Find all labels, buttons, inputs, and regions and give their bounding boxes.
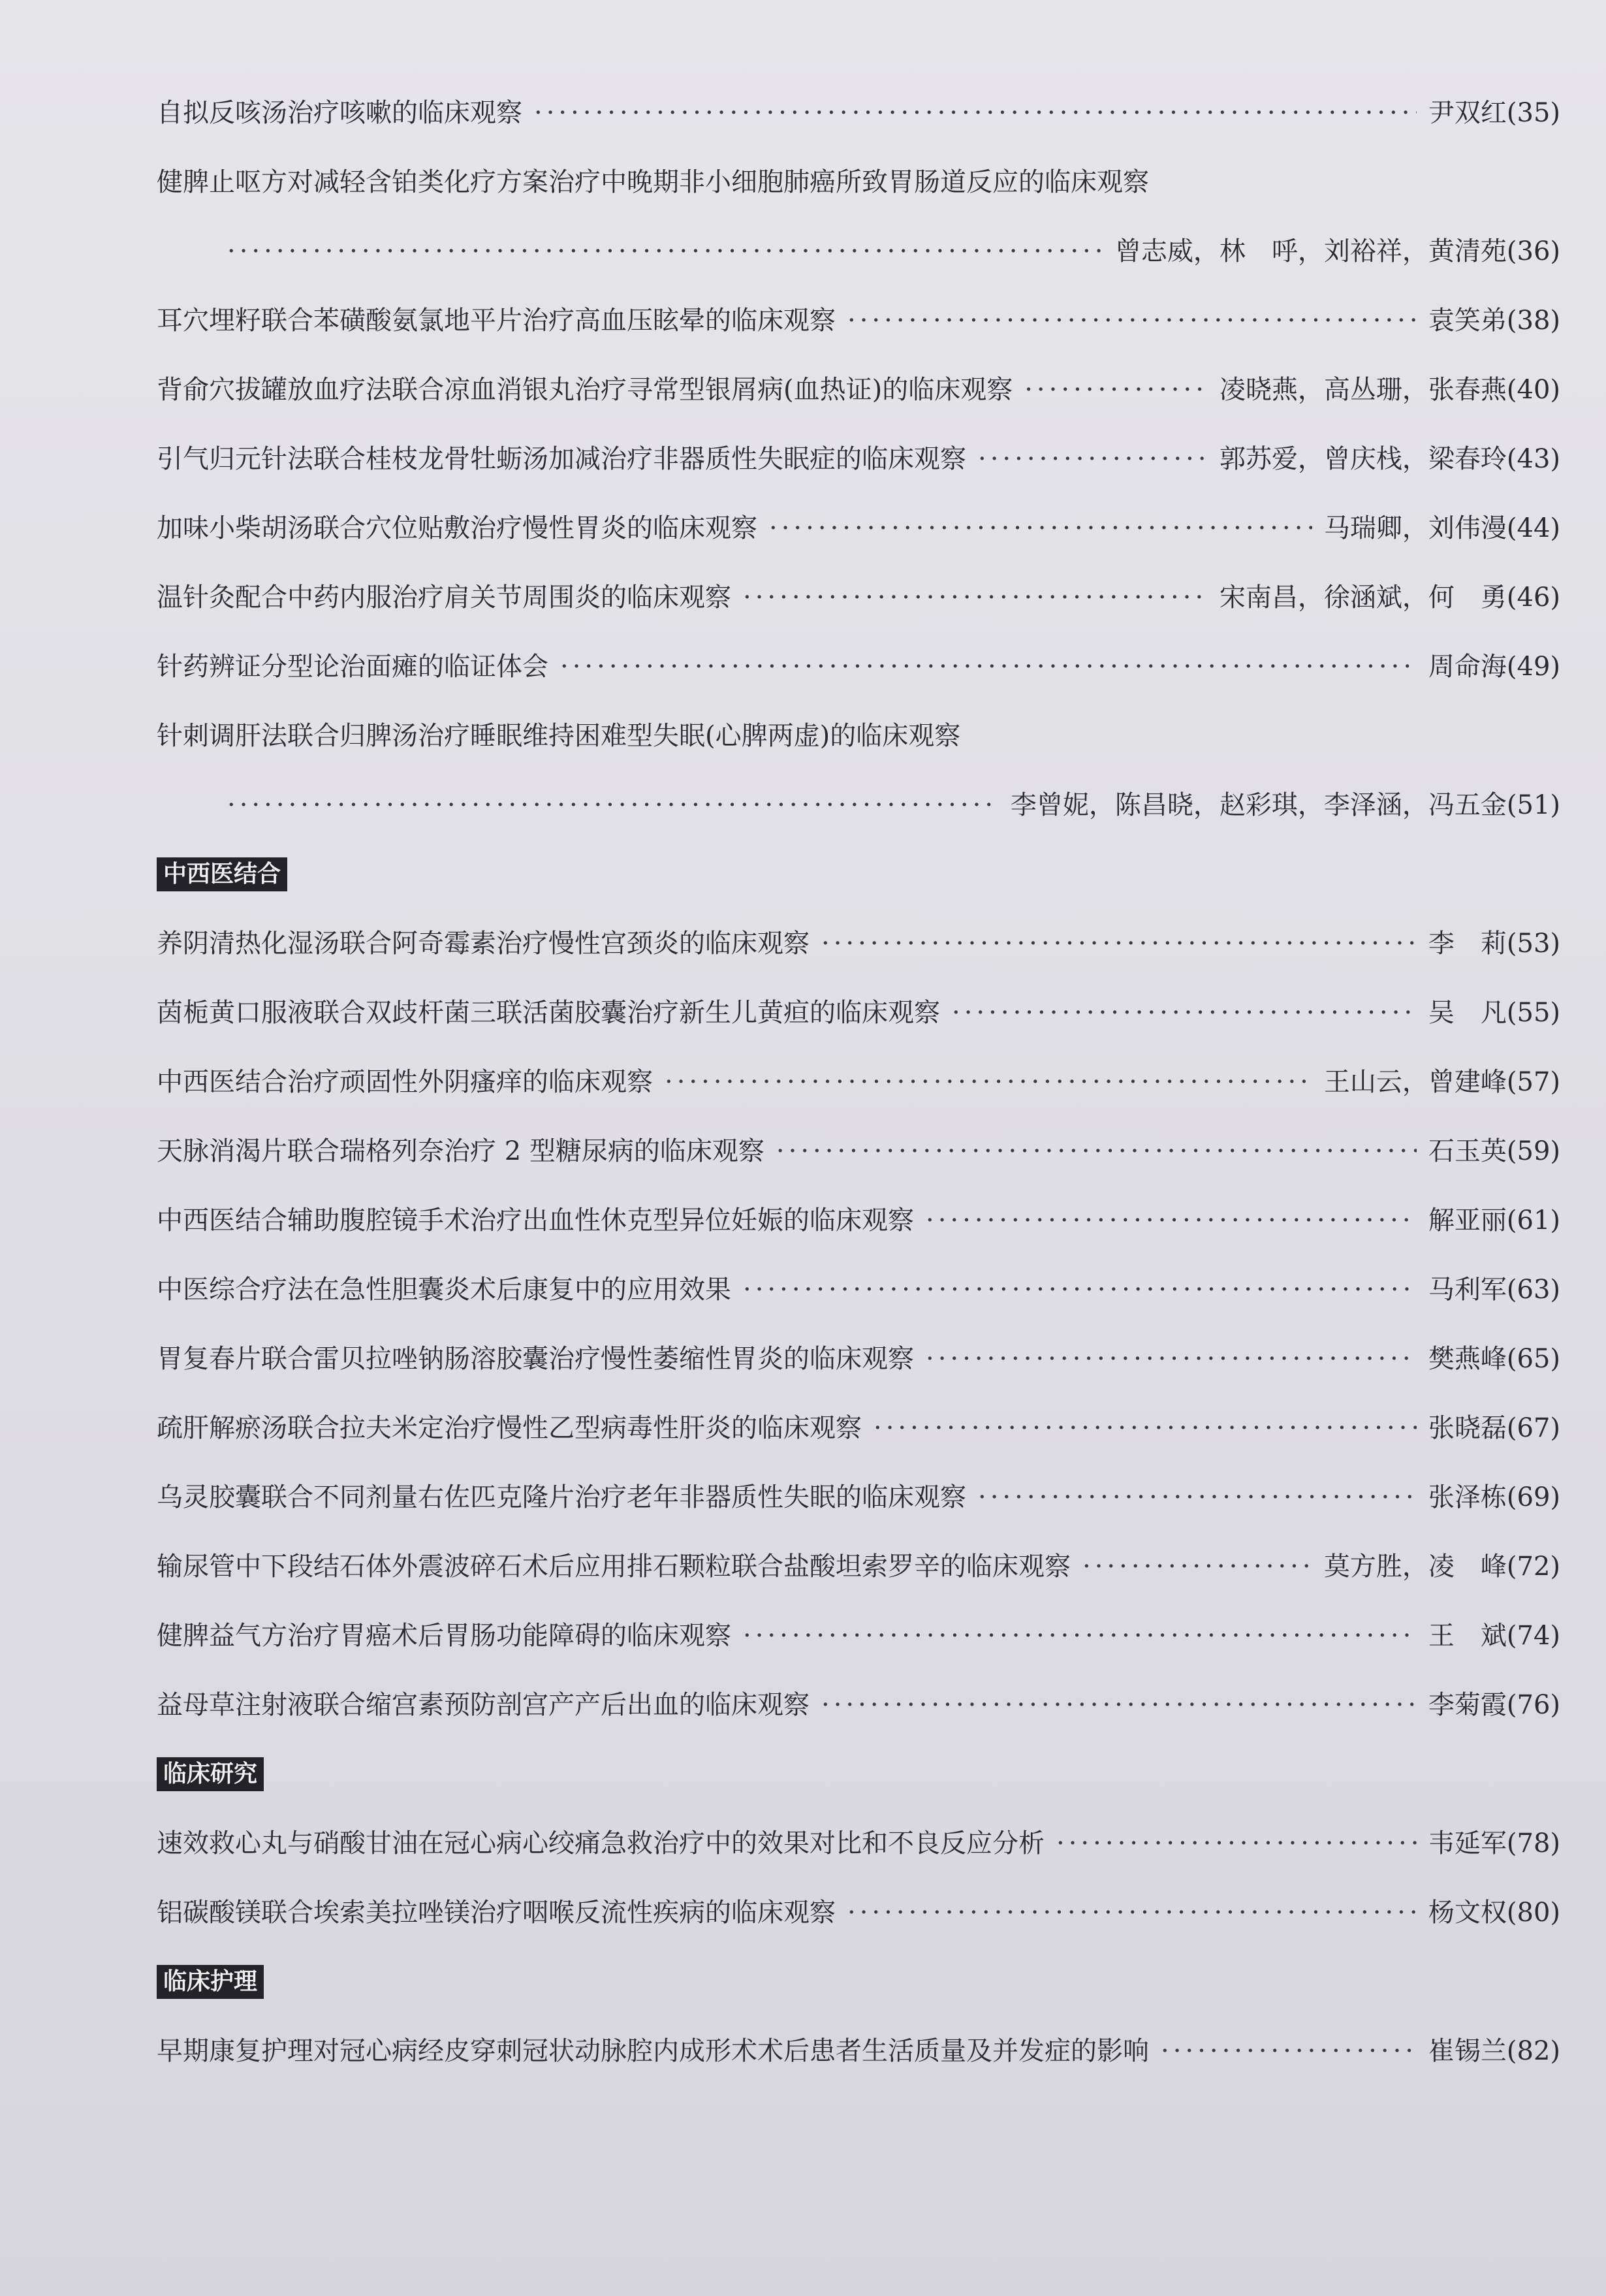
table-of-contents <box>157 78 1560 2086</box>
toc-entry-line <box>157 978 1560 1047</box>
dot-leader <box>743 1601 1417 1670</box>
dot-leader <box>1024 355 1208 424</box>
dot-leader <box>847 286 1417 355</box>
entries-group-c <box>157 1809 1560 1947</box>
toc-entry <box>157 286 1560 355</box>
toc-entry-line <box>157 1809 1560 1878</box>
toc-entry <box>157 1670 1560 1740</box>
toc-entry <box>157 1532 1560 1601</box>
article-authors-page: 李曾妮，陈昌晓，赵彩琪，李泽涵，冯五金(51) <box>1010 790 1560 820</box>
article-title: 针药辨证分型论治面瘫的临证体会 <box>157 652 548 682</box>
article-title: 茵栀黄口服液联合双歧杆菌三联活菌胶囊治疗新生儿黄疸的临床观察 <box>157 998 940 1028</box>
dot-leader <box>821 1670 1417 1740</box>
entries-group-a <box>157 78 1560 840</box>
toc-entry-line <box>157 1255 1560 1324</box>
toc-entry <box>157 1809 1560 1878</box>
article-title: 铝碳酸镁联合埃索美拉唑镁治疗咽喉反流性疾病的临床观察 <box>157 1898 836 1928</box>
article-title: 加味小柴胡汤联合穴位贴敷治疗慢性胃炎的临床观察 <box>157 513 757 543</box>
toc-entry <box>157 563 1560 632</box>
entries-group-b <box>157 909 1560 1740</box>
toc-entry-line <box>157 1117 1560 1186</box>
article-authors-page: 凌晓燕，高丛珊，张春燕(40) <box>1219 375 1560 405</box>
toc-entry-line <box>157 286 1560 355</box>
toc-entry-line <box>157 494 1560 563</box>
toc-entry <box>157 1255 1560 1324</box>
article-authors-page: 马利军(63) <box>1428 1275 1560 1305</box>
toc-entry-line <box>157 632 1560 701</box>
toc-entry <box>157 2017 1560 2086</box>
toc-entry <box>157 1394 1560 1463</box>
article-authors-page: 韦延军(78) <box>1428 1828 1560 1858</box>
article-authors-page: 崔锡兰(82) <box>1428 2036 1560 2066</box>
article-authors-page: 宋南昌，徐涵斌，何 勇(46) <box>1219 582 1560 613</box>
article-title: 养阴清热化湿汤联合阿奇霉素治疗慢性宫颈炎的临床观察 <box>157 929 810 959</box>
toc-entry-title-line <box>157 701 1560 771</box>
toc-entry-line <box>157 909 1560 978</box>
toc-entry-author-line <box>157 771 1560 840</box>
article-authors-page: 莫方胜，凌 峰(72) <box>1323 1552 1560 1582</box>
toc-entry-title-line <box>157 148 1560 217</box>
article-authors-page: 李菊霞(76) <box>1428 1690 1560 1720</box>
article-authors-page: 杨文权(80) <box>1428 1898 1560 1928</box>
toc-entry <box>157 1047 1560 1117</box>
toc-entry <box>157 1324 1560 1394</box>
article-title: 中医综合疗法在急性胆囊炎术后康复中的应用效果 <box>157 1275 731 1305</box>
article-title: 早期康复护理对冠心病经皮穿刺冠状动脉腔内成形术术后患者生活质量及并发症的影响 <box>157 2036 1149 2066</box>
toc-entry-line <box>157 1324 1560 1394</box>
toc-entry-line <box>157 1047 1560 1117</box>
article-title: 耳穴埋籽联合苯磺酸氨氯地平片治疗高血压眩晕的临床观察 <box>157 306 836 336</box>
dot-leader <box>227 771 999 840</box>
toc-entry <box>157 909 1560 978</box>
article-title: 速效救心丸与硝酸甘油在冠心病心绞痛急救治疗中的效果对比和不良反应分析 <box>157 1828 1045 1858</box>
article-authors-page: 吴 凡(55) <box>1428 998 1560 1028</box>
article-title: 针刺调肝法联合归脾汤治疗睡眠维持困难型失眠(心脾两虚)的临床观察 <box>157 721 961 751</box>
article-title: 胃复春片联合雷贝拉唑钠肠溶胶囊治疗慢性萎缩性胃炎的临床观察 <box>157 1344 914 1374</box>
article-authors-page: 解亚丽(61) <box>1428 1205 1560 1236</box>
toc-entry <box>157 978 1560 1047</box>
article-title: 益母草注射液联合缩宫素预防剖宫产产后出血的临床观察 <box>157 1690 810 1720</box>
toc-entry-line <box>157 1394 1560 1463</box>
dot-leader <box>926 1324 1417 1394</box>
toc-entry <box>157 1186 1560 1255</box>
section-heading-clinical-nursing <box>157 1947 1560 2017</box>
dot-leader <box>874 1394 1417 1463</box>
dot-leader <box>227 217 1103 286</box>
toc-entry <box>157 1878 1560 1947</box>
toc-entry <box>157 632 1560 701</box>
entries-group-d <box>157 2017 1560 2086</box>
toc-entry-line <box>157 78 1560 148</box>
dot-leader <box>743 1255 1417 1324</box>
dot-leader <box>926 1186 1417 1255</box>
toc-entry <box>157 1117 1560 1186</box>
dot-leader <box>1056 1809 1417 1878</box>
toc-entry <box>157 355 1560 424</box>
article-title: 引气归元针法联合桂枝龙骨牡蛎汤加减治疗非器质性失眠症的临床观察 <box>157 444 966 474</box>
article-title: 健脾止呕方对减轻含铂类化疗方案治疗中晚期非小细胞肺癌所致胃肠道反应的临床观察 <box>157 167 1149 197</box>
article-title: 疏肝解瘀汤联合拉夫米定治疗慢性乙型病毒性肝炎的临床观察 <box>157 1413 862 1443</box>
dot-leader <box>534 78 1417 148</box>
article-authors-page: 王山云，曾建峰(57) <box>1323 1067 1560 1097</box>
article-title: 背俞穴拔罐放血疗法联合凉血消银丸治疗寻常型银屑病(血热证)的临床观察 <box>157 375 1013 405</box>
toc-entry <box>157 148 1560 286</box>
dot-leader <box>743 563 1208 632</box>
article-authors-page: 尹双红(35) <box>1428 98 1560 128</box>
article-title: 天脉消渴片联合瑞格列奈治疗 2 型糖尿病的临床观察 <box>157 1136 764 1166</box>
toc-entry <box>157 1601 1560 1670</box>
dot-leader <box>1082 1532 1312 1601</box>
article-authors-page: 石玉英(59) <box>1428 1136 1560 1166</box>
section-label: 中西医结合 <box>157 857 287 891</box>
dot-leader <box>847 1878 1417 1947</box>
section-heading-clinical-research <box>157 1740 1560 1809</box>
toc-entry-line <box>157 424 1560 494</box>
article-title: 自拟反咳汤治疗咳嗽的临床观察 <box>157 98 522 128</box>
toc-entry-line <box>157 1670 1560 1740</box>
article-authors-page: 樊燕峰(65) <box>1428 1344 1560 1374</box>
article-authors-page: 王 斌(74) <box>1428 1621 1560 1651</box>
article-title: 输尿管中下段结石体外震波碎石术后应用排石颗粒联合盐酸坦索罗辛的临床观察 <box>157 1552 1071 1582</box>
section-label: 临床护理 <box>157 1965 264 1999</box>
toc-entry-line <box>157 1532 1560 1601</box>
dot-leader <box>978 424 1208 494</box>
dot-leader <box>978 1463 1417 1532</box>
toc-entry-line <box>157 563 1560 632</box>
toc-entry <box>157 701 1560 840</box>
toc-entry-line <box>157 355 1560 424</box>
dot-leader <box>952 978 1417 1047</box>
toc-entry-line <box>157 1601 1560 1670</box>
dot-leader <box>1161 2017 1417 2086</box>
dot-leader <box>776 1117 1417 1186</box>
toc-entry <box>157 494 1560 563</box>
article-authors-page: 袁笑弟(38) <box>1428 306 1560 336</box>
dot-leader <box>560 632 1417 701</box>
article-authors-page: 张晓磊(67) <box>1428 1413 1560 1443</box>
toc-entry-line <box>157 1878 1560 1947</box>
article-authors-page: 曾志威，林 呼，刘裕祥，黄清苑(36) <box>1114 236 1560 266</box>
toc-entry <box>157 424 1560 494</box>
toc-entry-line <box>157 1463 1560 1532</box>
toc-entry <box>157 1463 1560 1532</box>
section-heading-integrated <box>157 840 1560 909</box>
article-authors-page: 张泽栋(69) <box>1428 1482 1560 1512</box>
toc-entry-line <box>157 1186 1560 1255</box>
article-title: 中西医结合辅助腹腔镜手术治疗出血性休克型异位妊娠的临床观察 <box>157 1205 914 1236</box>
article-authors-page: 李 莉(53) <box>1428 929 1560 959</box>
article-title: 温针灸配合中药内服治疗肩关节周围炎的临床观察 <box>157 582 731 613</box>
article-title: 中西医结合治疗顽固性外阴瘙痒的临床观察 <box>157 1067 653 1097</box>
section-label: 临床研究 <box>157 1757 264 1791</box>
article-authors-page: 马瑞卿，刘伟漫(44) <box>1323 513 1560 543</box>
dot-leader <box>821 909 1417 978</box>
toc-entry <box>157 78 1560 148</box>
article-title: 健脾益气方治疗胃癌术后胃肠功能障碍的临床观察 <box>157 1621 731 1651</box>
toc-entry-line <box>157 2017 1560 2086</box>
article-title: 乌灵胶囊联合不同剂量右佐匹克隆片治疗老年非器质性失眠的临床观察 <box>157 1482 966 1512</box>
dot-leader <box>665 1047 1312 1117</box>
article-authors-page: 郭苏爱，曾庆栈，梁春玲(43) <box>1219 444 1560 474</box>
toc-entry-author-line <box>157 217 1560 286</box>
dot-leader <box>769 494 1312 563</box>
article-authors-page: 周命海(49) <box>1428 652 1560 682</box>
